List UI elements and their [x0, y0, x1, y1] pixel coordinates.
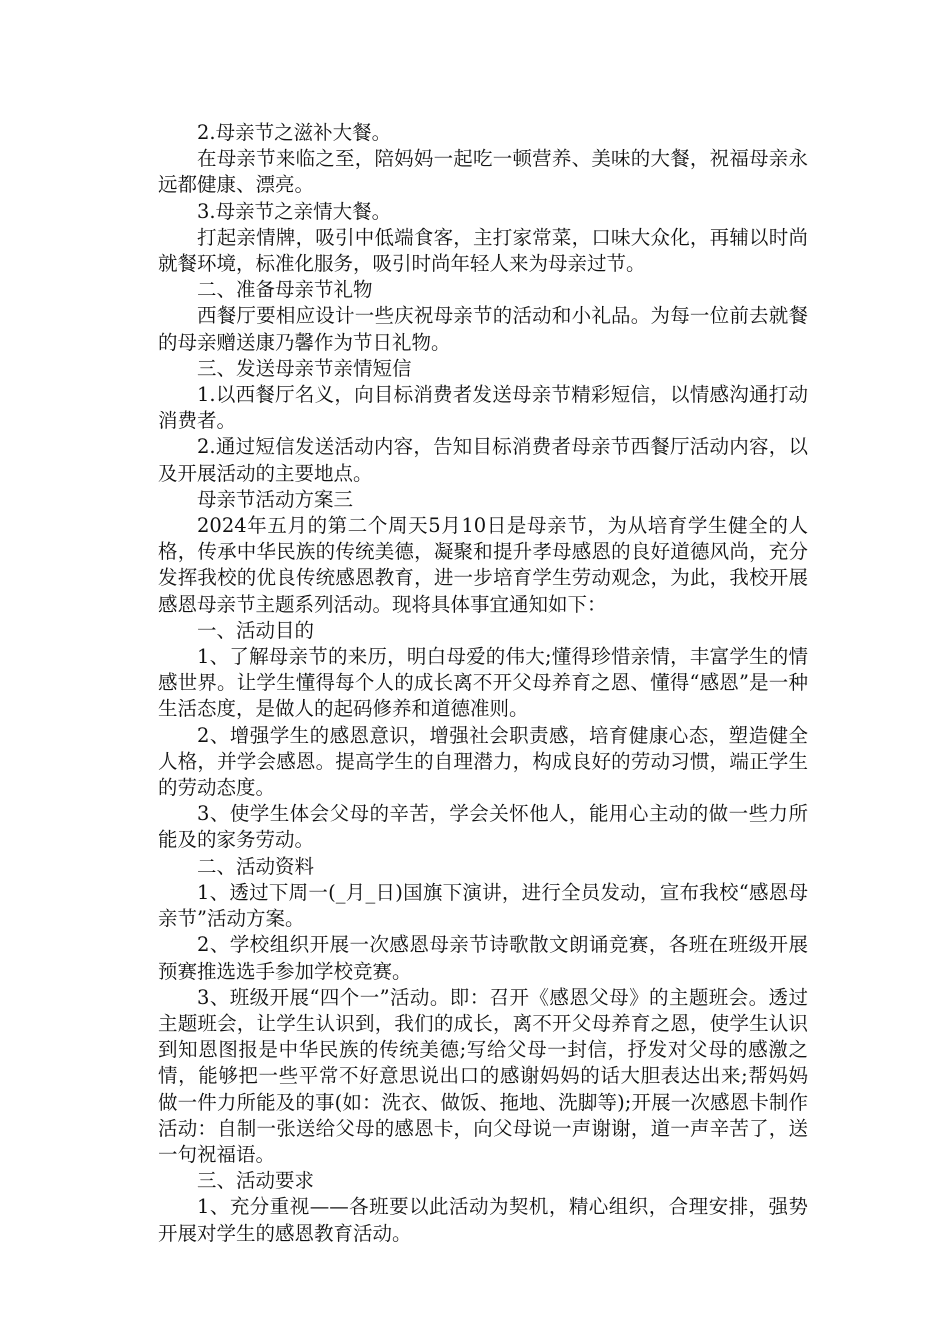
paragraph: 1、充分重视——各班要以此活动为契机，精心组织，合理安排，强势开展对学生的感恩教育活动。 [158, 1195, 808, 1245]
paragraph: 3、使学生体会父母的辛苦，学会关怀他人，能用心主动的做一些力所能及的家务劳动。 [158, 802, 808, 852]
document-page [158, 120, 808, 1247]
section-heading: 三、活动要求 [197, 1169, 315, 1193]
section-heading: 三、发送母亲节亲情短信 [197, 356, 412, 380]
paragraph: 2024年五月的第二个周天5月10日是母亲节，为从培育学生健全的人格，传承中华民族的传统美德，凝聚和提升孝母感恩的良好道德风尚，充分发挥我校的优良传统感恩教育，进一步培育学生劳动观念，为此，我校开展感恩母亲节主题系列活动。现将具体事宜通知如下： [158, 514, 808, 616]
paragraph: 3、班级开展“四个一”活动。即：召开《感恩父母》的主题班会。透过主题班会，让学生认识到，我们的成长，离不开父母养育之恩，使学生认识到知恩图报是中华民族的传统美德;写给父母一封信，抒发对父母的感激之情，能够把一些平常不好意思说出口的感谢妈妈的话大胆表达出来;帮妈妈做一件力所能及的事(如：洗衣、做饭、拖地、洗脚等);开展一次感恩卡制作活动：自制一张送给父母的感恩卡，向父母说一声谢谢，道一声辛苦了，送一句祝福语。 [158, 985, 808, 1166]
paragraph: 3.母亲节之亲情大餐。 [197, 199, 392, 223]
paragraph: 2.通过短信发送活动内容，告知目标消费者母亲节西餐厅活动内容，以及开展活动的主要地点。 [158, 435, 808, 485]
paragraph: 1、透过下周一(_月_日)国旗下演讲，进行全员发动，宣布我校“感恩母亲节”活动方案。 [158, 880, 808, 931]
document-title: 母亲节活动方案三 [197, 487, 354, 511]
paragraph: 打起亲情牌，吸引中低端食客，主打家常菜，口味大众化，再辅以时尚就餐环境，标准化服务，吸引时尚年轻人来为母亲过节。 [158, 225, 808, 276]
paragraph: 1、了解母亲节的来历，明白母爱的伟大;懂得珍惜亲情，丰富学生的情感世界。让学生懂得每个人的成长离不开父母养育之恩、懂得“感恩”是一种生活态度，是做人的起码修养和道德准则。 [158, 645, 808, 721]
section-heading: 一、活动目的 [197, 618, 315, 642]
paragraph: 西餐厅要相应设计一些庆祝母亲节的活动和小礼品。为每一位前去就餐的母亲赠送康乃馨作为节日礼物。 [158, 304, 808, 354]
paragraph: 1.以西餐厅名义，向目标消费者发送母亲节精彩短信，以情感沟通打动消费者。 [158, 383, 808, 433]
paragraph: 在母亲节来临之至，陪妈妈一起吃一顿营养、美味的大餐，祝福母亲永远都健康、漂亮。 [158, 147, 808, 197]
section-heading: 二、活动资料 [197, 854, 315, 878]
paragraph: 2.母亲节之滋补大餐。 [197, 121, 392, 144]
paragraph: 2、学校组织开展一次感恩母亲节诗歌散文朗诵竞赛，各班在班级开展预赛推选选手参加学校竞赛。 [158, 933, 808, 983]
section-heading: 二、准备母亲节礼物 [197, 278, 373, 302]
paragraph: 2、增强学生的感恩意识，增强社会职责感，培育健康心态，塑造健全人格，并学会感恩。提高学生的自理潜力，构成良好的劳动习惯，端正学生的劳动态度。 [158, 723, 808, 800]
